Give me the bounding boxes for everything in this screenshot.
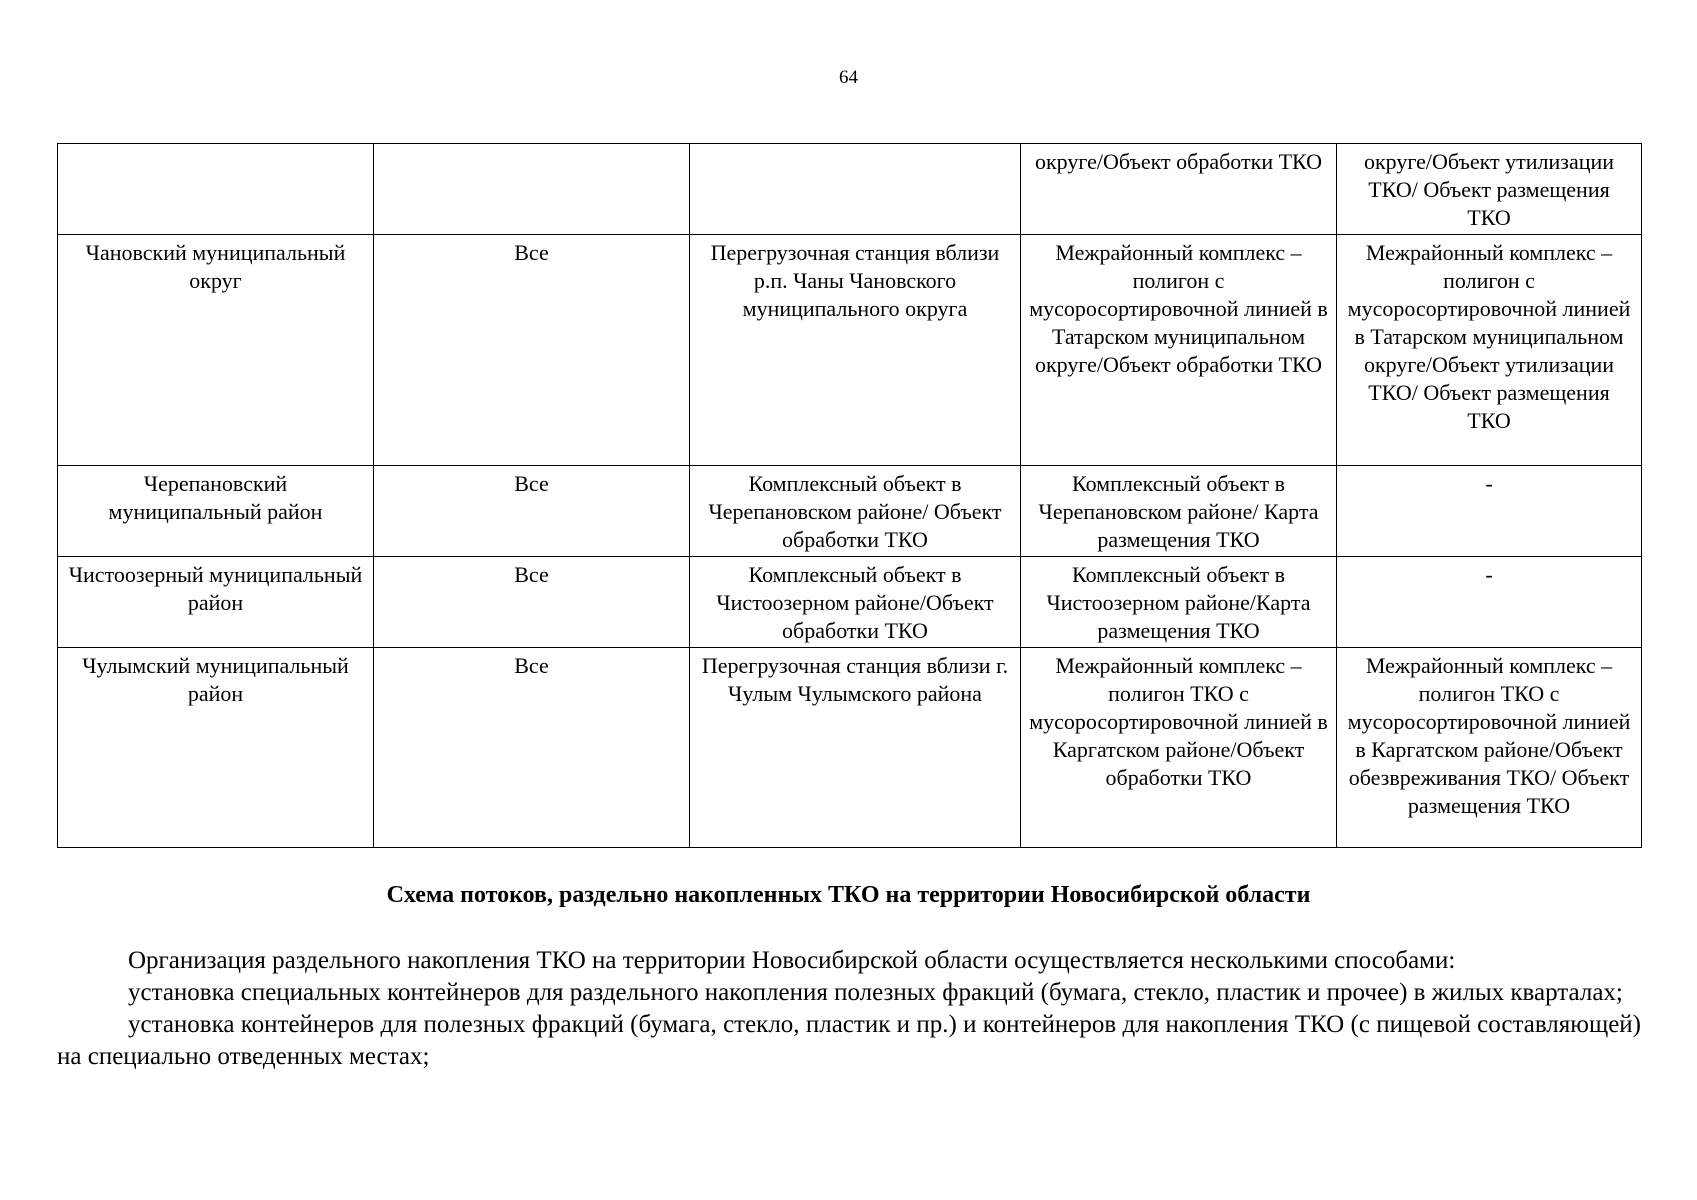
processing-cell: Комплексный объект в Черепановском районе/ Карта размещения ТКО [1021, 466, 1337, 557]
body-text [57, 945, 1641, 1073]
settlements-cell: Все [374, 235, 690, 466]
disposal-cell: Межрайонный комплекс – полигон с мусоросортировочной линией в Татарском муниципальном округе/Объект утилизации ТКО/ Объект размещения ТКО [1337, 235, 1642, 466]
settlements-cell: Все [374, 648, 690, 848]
paragraph: установка контейнеров для полезных фракций (бумага, стекло, пластик и пр.) и контейнеров для накопления ТКО (с пищевой составляющей) на специально отведенных местах; [57, 1011, 1641, 1070]
district-cell: Черепановский муниципальный район [58, 466, 374, 557]
processing-cell: Межрайонный комплекс – полигон ТКО с мусоросортировочной линией в Каргатском районе/Объект обработки ТКО [1021, 648, 1337, 848]
table-row [58, 557, 1642, 648]
settlements-cell [374, 144, 690, 235]
station-cell: Перегрузочная станция вблизи р.п. Чаны Чановского муниципального округа [690, 235, 1021, 466]
station-cell: Перегрузочная станция вблизи г. Чулым Чулымского района [690, 648, 1021, 848]
table-row [58, 235, 1642, 466]
page-number: 64 [839, 67, 858, 88]
processing-cell: Межрайонный комплекс – полигон с мусоросортировочной линией в Татарском муниципальном округе/Объект обработки ТКО [1021, 235, 1337, 466]
waste-flow-table [57, 143, 1642, 848]
processing-cell: округе/Объект обработки ТКО [1021, 144, 1337, 235]
table-row [58, 144, 1642, 235]
section-heading: Схема потоков, раздельно накопленных ТКО на территории Новосибирской области [386, 882, 1311, 908]
paragraph: установка специальных контейнеров для раздельного накопления полезных фракций (бумага, стекло, пластик и прочее) в жилых кварталах; [128, 979, 1623, 1006]
district-cell: Чистоозерный муниципальный район [58, 557, 374, 648]
paragraph: Организация раздельного накопления ТКО на территории Новосибирской области осуществляется несколькими способами: [128, 947, 1456, 974]
settlements-cell: Все [374, 466, 690, 557]
disposal-cell: - [1337, 557, 1642, 648]
district-cell [58, 144, 374, 235]
district-cell: Чановский муниципальный округ [58, 235, 374, 466]
settlements-cell: Все [374, 557, 690, 648]
station-cell: Комплексный объект в Черепановском районе/ Объект обработки ТКО [690, 466, 1021, 557]
disposal-cell: Межрайонный комплекс – полигон ТКО с мусоросортировочной линией в Каргатском районе/Объект обезвреживания ТКО/ Объект размещения ТКО [1337, 648, 1642, 848]
disposal-cell: - [1337, 466, 1642, 557]
station-cell [690, 144, 1021, 235]
table-row [58, 648, 1642, 848]
table-row [58, 466, 1642, 557]
disposal-cell: округе/Объект утилизации ТКО/ Объект размещения ТКО [1337, 144, 1642, 235]
station-cell: Комплексный объект в Чистоозерном районе/Объект обработки ТКО [690, 557, 1021, 648]
district-cell: Чулымский муниципальный район [58, 648, 374, 848]
processing-cell: Комплексный объект в Чистоозерном районе/Карта размещения ТКО [1021, 557, 1337, 648]
